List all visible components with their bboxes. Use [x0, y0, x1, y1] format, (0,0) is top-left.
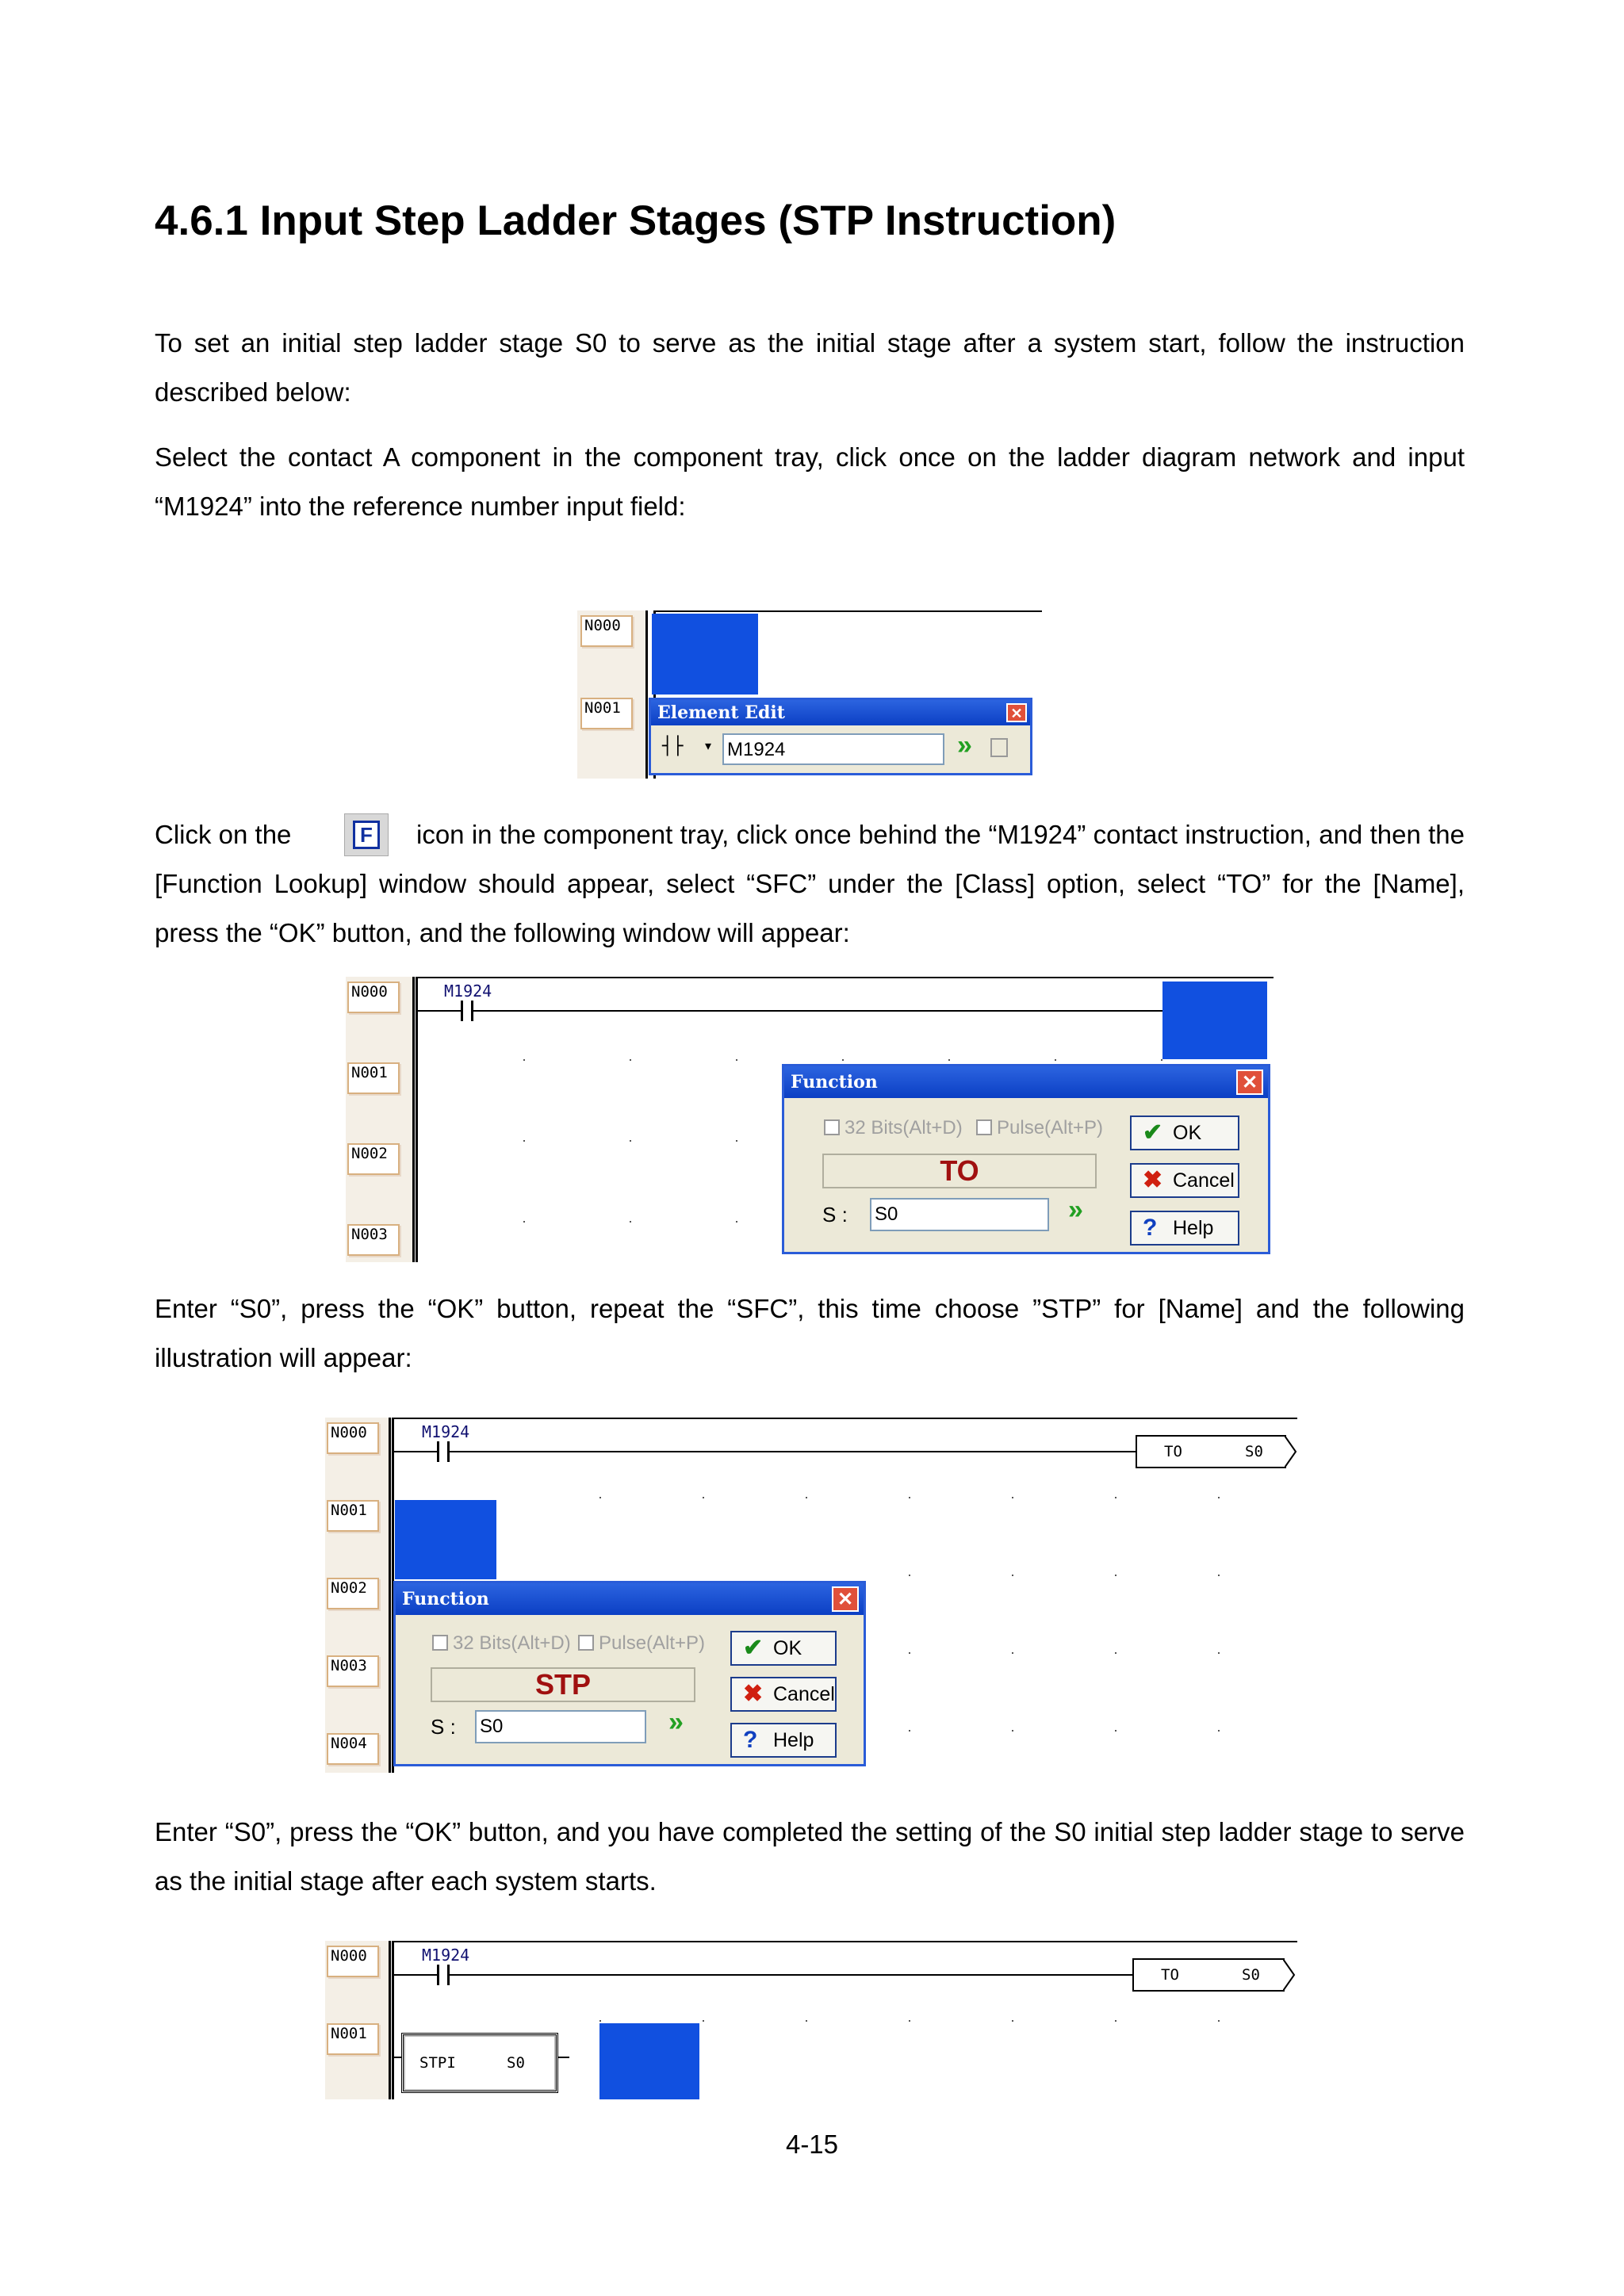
s-operand-input[interactable]: S0 — [475, 1710, 646, 1743]
contact-label: M1924 — [422, 1946, 470, 1965]
output-to-box[interactable] — [1136, 1435, 1286, 1468]
network-label: N003 — [327, 1655, 379, 1687]
paragraph-contact-step: Select the contact A component in the component tray, click once on the ladder diagram network and input “M1924” into the reference number input field: — [155, 442, 1465, 521]
top-border — [392, 1941, 1297, 1942]
function-dialog — [782, 1064, 1270, 1254]
function-icon-letter: F — [353, 821, 380, 849]
element-edit-dialog — [649, 698, 1032, 775]
lookup-icon[interactable] — [990, 738, 1008, 757]
rung-wire — [394, 1451, 423, 1452]
paragraph-intro: To set an initial step ladder stage S0 to serve as the initial stage after a system start, follow the instruction described below: — [155, 328, 1465, 407]
network-label: N002 — [347, 1143, 400, 1175]
help-button[interactable]: ? Help — [730, 1723, 837, 1758]
network-label: N000 — [327, 1946, 379, 1977]
rung-wire — [423, 1451, 437, 1452]
checkbox-label: 32 Bits(Alt+D) — [453, 1632, 571, 1654]
help-icon: ? — [743, 1727, 758, 1753]
bits32-checkbox[interactable] — [432, 1632, 571, 1655]
checkbox-icon — [824, 1119, 840, 1135]
paragraph-function-step: icon in the component tray, click once behind the “M1924” contact instruction, and then the [Function Lookup] window should appear, select “SFC” under the [Class] option, select “TO” for the [Name], press the “OK” button, and the following window will appear: — [155, 820, 1465, 947]
paragraph-stp-step: Enter “S0”, press the “OK” button, repeat the “SFC”, this time choose ”STP” for [Name] and the following illustration will appear: — [155, 1294, 1465, 1372]
network-label: N001 — [580, 698, 633, 729]
confirm-arrow-icon[interactable]: » — [1068, 1195, 1083, 1225]
function-name: STP — [431, 1667, 695, 1702]
stp-arg: S0 — [507, 2054, 525, 2072]
rung-wire — [394, 1974, 423, 1976]
contact-a-icon — [437, 1441, 439, 1462]
bits32-checkbox[interactable] — [824, 1117, 963, 1139]
network-label: N001 — [327, 2023, 379, 2055]
rung-wire — [423, 1974, 437, 1976]
rung-wire — [418, 1010, 446, 1012]
network-label: N004 — [327, 1733, 379, 1765]
rung-wire — [473, 1010, 1189, 1012]
confirm-arrow-icon[interactable]: » — [957, 730, 972, 760]
chevron-down-icon[interactable]: ▾ — [705, 740, 712, 753]
checkbox-label: Pulse(Alt+P) — [599, 1632, 706, 1654]
screenshot-result — [325, 1941, 1297, 2099]
selection-cursor — [1162, 982, 1267, 1059]
page-number: 4-15 — [785, 2130, 839, 2159]
network-gutter — [346, 977, 415, 1262]
checkbox-icon — [578, 1635, 594, 1651]
dialog-title: Function — [784, 1066, 1268, 1098]
dialog-title: Function — [396, 1583, 864, 1615]
rung-wire — [446, 1010, 461, 1012]
output-arrow-tip — [1285, 1435, 1297, 1468]
cancel-button[interactable]: ✖ Cancel — [730, 1677, 837, 1712]
dialog-title: Element Edit — [651, 700, 1030, 725]
pulse-checkbox[interactable] — [578, 1632, 705, 1655]
output-op: TO — [1161, 1966, 1179, 1984]
rung-wire — [450, 1451, 1144, 1452]
cross-icon: ✖ — [743, 1681, 764, 1707]
stp-op: STPI — [419, 2054, 456, 2072]
network-label: N000 — [580, 615, 633, 647]
left-power-rail — [392, 1941, 394, 2099]
ok-button[interactable]: ✔ OK — [1130, 1115, 1239, 1150]
close-icon[interactable]: ✕ — [1006, 703, 1027, 722]
help-button[interactable]: ? Help — [1130, 1211, 1239, 1246]
reference-input[interactable]: M1924 — [722, 733, 944, 765]
network-label: N003 — [347, 1224, 400, 1256]
contact-label: M1924 — [422, 1422, 470, 1441]
s-operand-input[interactable]: S0 — [870, 1198, 1049, 1231]
checkbox-label: 32 Bits(Alt+D) — [845, 1117, 963, 1138]
top-border — [653, 610, 1042, 612]
check-icon: ✔ — [1143, 1119, 1163, 1146]
network-label: N002 — [327, 1578, 379, 1609]
output-arrow-tip — [1283, 1958, 1296, 1992]
rung-wire — [558, 2057, 569, 2058]
contact-a-icon[interactable]: ┤├ — [662, 737, 684, 756]
output-op: TO — [1164, 1443, 1182, 1460]
help-icon: ? — [1143, 1215, 1158, 1241]
network-label: N000 — [327, 1422, 379, 1454]
cross-icon: ✖ — [1143, 1167, 1163, 1193]
network-label: N000 — [347, 982, 400, 1013]
screenshot-element-edit — [577, 610, 1042, 779]
screenshot-function-to — [346, 977, 1274, 1262]
network-label: N001 — [327, 1500, 379, 1532]
checkbox-label: Pulse(Alt+P) — [997, 1117, 1104, 1138]
output-arg: S0 — [1242, 1966, 1260, 1984]
selection-cursor — [599, 2023, 699, 2099]
function-dialog — [393, 1581, 866, 1766]
top-border — [392, 1418, 1297, 1419]
contact-a-icon — [437, 1965, 439, 1985]
output-arg: S0 — [1245, 1443, 1263, 1460]
cancel-button[interactable]: ✖ Cancel — [1130, 1163, 1239, 1198]
close-icon[interactable]: ✕ — [1236, 1070, 1263, 1095]
ok-button[interactable]: ✔ OK — [730, 1631, 837, 1666]
output-to-box[interactable] — [1132, 1958, 1285, 1992]
stp-box[interactable] — [401, 2033, 558, 2093]
paragraph-function-lead: Click on the — [155, 820, 292, 849]
contact-a-icon — [461, 1001, 463, 1021]
left-power-rail — [416, 977, 418, 1262]
top-border — [416, 977, 1274, 978]
close-icon[interactable]: ✕ — [832, 1586, 859, 1612]
checkbox-icon — [976, 1119, 992, 1135]
function-name: TO — [822, 1154, 1097, 1188]
check-icon: ✔ — [743, 1635, 764, 1661]
s-operand-label: S : — [431, 1715, 456, 1739]
paragraph-complete: Enter “S0”, press the “OK” button, and you have completed the setting of the S0 initial step ladder stage to serve as the initial stage after each system starts. — [155, 1817, 1465, 1896]
confirm-arrow-icon[interactable]: » — [668, 1707, 684, 1737]
screenshot-function-stp — [325, 1418, 1297, 1773]
checkbox-icon — [432, 1635, 448, 1651]
section-heading: 4.6.1 Input Step Ladder Stages (STP Instruction) — [155, 197, 1116, 244]
s-operand-label: S : — [822, 1203, 848, 1226]
network-label: N001 — [347, 1062, 400, 1094]
selection-cursor — [652, 614, 758, 695]
contact-label: M1924 — [444, 982, 492, 1001]
rung-wire — [450, 1974, 1141, 1976]
selection-cursor — [395, 1500, 496, 1579]
pulse-checkbox[interactable] — [976, 1117, 1103, 1139]
